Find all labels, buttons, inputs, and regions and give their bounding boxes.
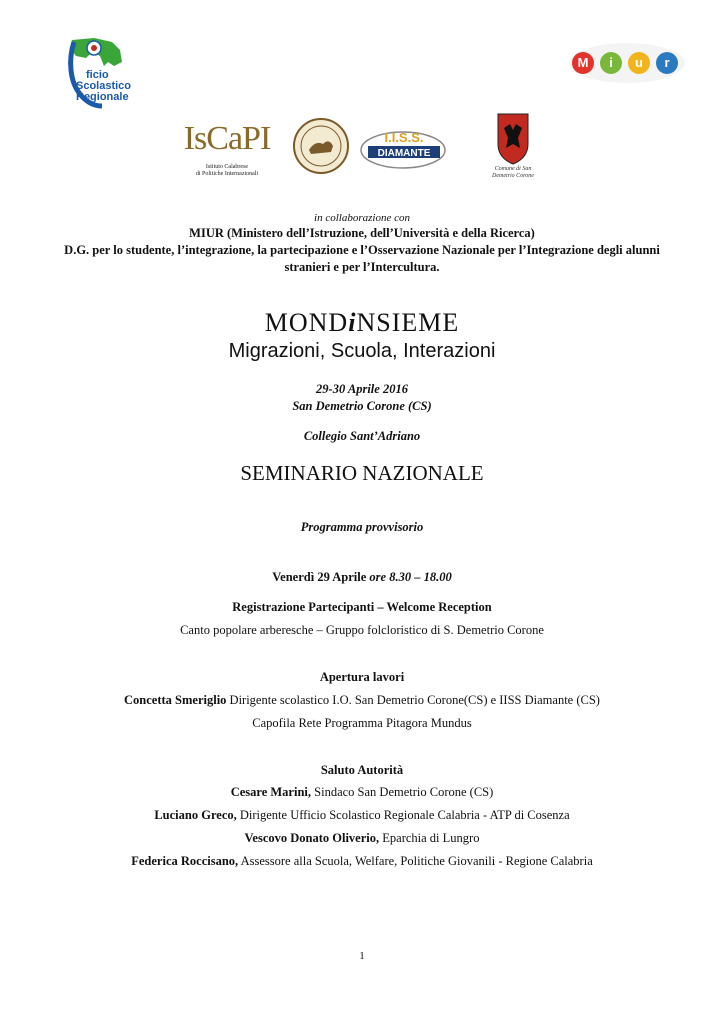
greeting-item [0, 808, 724, 823]
registration-line: Registrazione Partecipanti – Welcome Reception [232, 600, 492, 614]
comune-caption [484, 166, 542, 180]
program-label: Programma provvisorio [300, 520, 424, 534]
iscapi-subtitle-2: di Politiche Internazionali [195, 171, 259, 177]
greeting-name: Vescovo Donato Oliverio, [244, 831, 380, 845]
opening-speaker-name: Concetta Smeriglio [124, 693, 227, 707]
miur-logo [566, 36, 688, 86]
event-town: San Demetrio Corone (CS) [292, 399, 432, 413]
seminar-heading: SEMINARIO NAZIONALE [240, 461, 484, 485]
greeting-name: Luciano Greco, [154, 808, 237, 822]
opening-speaker-line [0, 693, 724, 708]
miur-letter-u: u [628, 52, 650, 74]
dg-organization [0, 242, 724, 276]
iiss-bottom-text: DIAMANTE [377, 148, 431, 159]
seal-icon [293, 118, 349, 174]
greetings-heading: Saluto Autorità [320, 763, 404, 777]
miur-letter-r: r [656, 52, 678, 74]
greeting-role: Assessore alla Scuola, Welfare, Politiche Giovanili - Regione Calabria [238, 854, 593, 868]
day-label: Venerdì 29 Aprile [272, 570, 367, 584]
usr-line-2: Scolastico [76, 80, 132, 92]
event-subtitle: Migrazioni, Scuola, Interazioni [228, 340, 496, 362]
greeting-name: Cesare Marini, [230, 785, 312, 799]
iscapi-subtitle-1: Istituto Calabrese [205, 164, 249, 170]
opening-speaker-role-2: Capofila Rete Programma Pitagora Mundus [252, 716, 472, 730]
miur-letter-m: M [572, 52, 594, 74]
dg-line-1: D.G. per lo studente, l’integrazione, la partecipazione e l’Osservazione Nazionale per l’Integrazione degli alunni [64, 243, 660, 257]
event-title [0, 308, 724, 338]
ufficio-scolastico-regionale-logo [64, 36, 136, 112]
title-part-3: NSIEME [356, 308, 460, 337]
greeting-role: Sindaco San Demetrio Corone (CS) [311, 785, 494, 799]
iiss-emblem-icon [358, 124, 448, 172]
iiss-diamante-logo [358, 124, 448, 172]
page-number: 1 [359, 950, 365, 962]
opening-heading: Apertura lavori [319, 670, 405, 684]
title-part-1: MOND [264, 308, 349, 337]
miur-organization: MIUR (Ministero dell’Istruzione, dell’Università e della Ricerca) [189, 226, 535, 240]
opening-speaker-role: Dirigente scolastico I.O. San Demetrio Corone(CS) e IISS Diamante (CS) [226, 693, 600, 707]
greeting-role: Dirigente Ufficio Scolastico Regionale Calabria - ATP di Cosenza [236, 808, 570, 822]
collegio-seal-logo [293, 118, 349, 174]
greeting-name: Federica Roccisano, [131, 854, 239, 868]
day-heading [0, 570, 724, 585]
iscapi-wordmark: IsCaPI [183, 120, 271, 157]
usr-logo-text [76, 70, 131, 103]
greeting-role: Eparchia di Lungro [379, 831, 480, 845]
greeting-item [0, 854, 724, 869]
collaboration-intro: in collaborazione con [314, 212, 410, 224]
event-dates: 29-30 Aprile 2016 [316, 382, 408, 396]
comune-caption-1: Comune di San [494, 166, 532, 172]
dg-line-2: stranieri e per l’Intercultura. [284, 260, 440, 274]
eagle-crest-icon [484, 110, 542, 166]
miur-letter-i: i [600, 52, 622, 74]
event-venue: Collegio Sant’Adriano [303, 429, 421, 443]
usr-line-1: ficio [86, 69, 109, 81]
iiss-top-text: I.I.S.S. [384, 130, 424, 145]
title-part-2: i [348, 308, 357, 337]
greeting-item [0, 785, 724, 800]
day-time: ore 8.30 – 18.00 [369, 570, 452, 584]
iscapi-subtitle [172, 164, 282, 178]
greeting-item [0, 831, 724, 846]
folk-song-line: Canto popolare arberesche – Gruppo folcloristico di S. Demetrio Corone [180, 623, 544, 637]
usr-line-3: Regionale [76, 91, 129, 103]
comune-san-demetrio-logo [484, 110, 542, 186]
comune-caption-2: Demetrio Corone [492, 173, 534, 179]
iscapi-logo [172, 116, 282, 182]
